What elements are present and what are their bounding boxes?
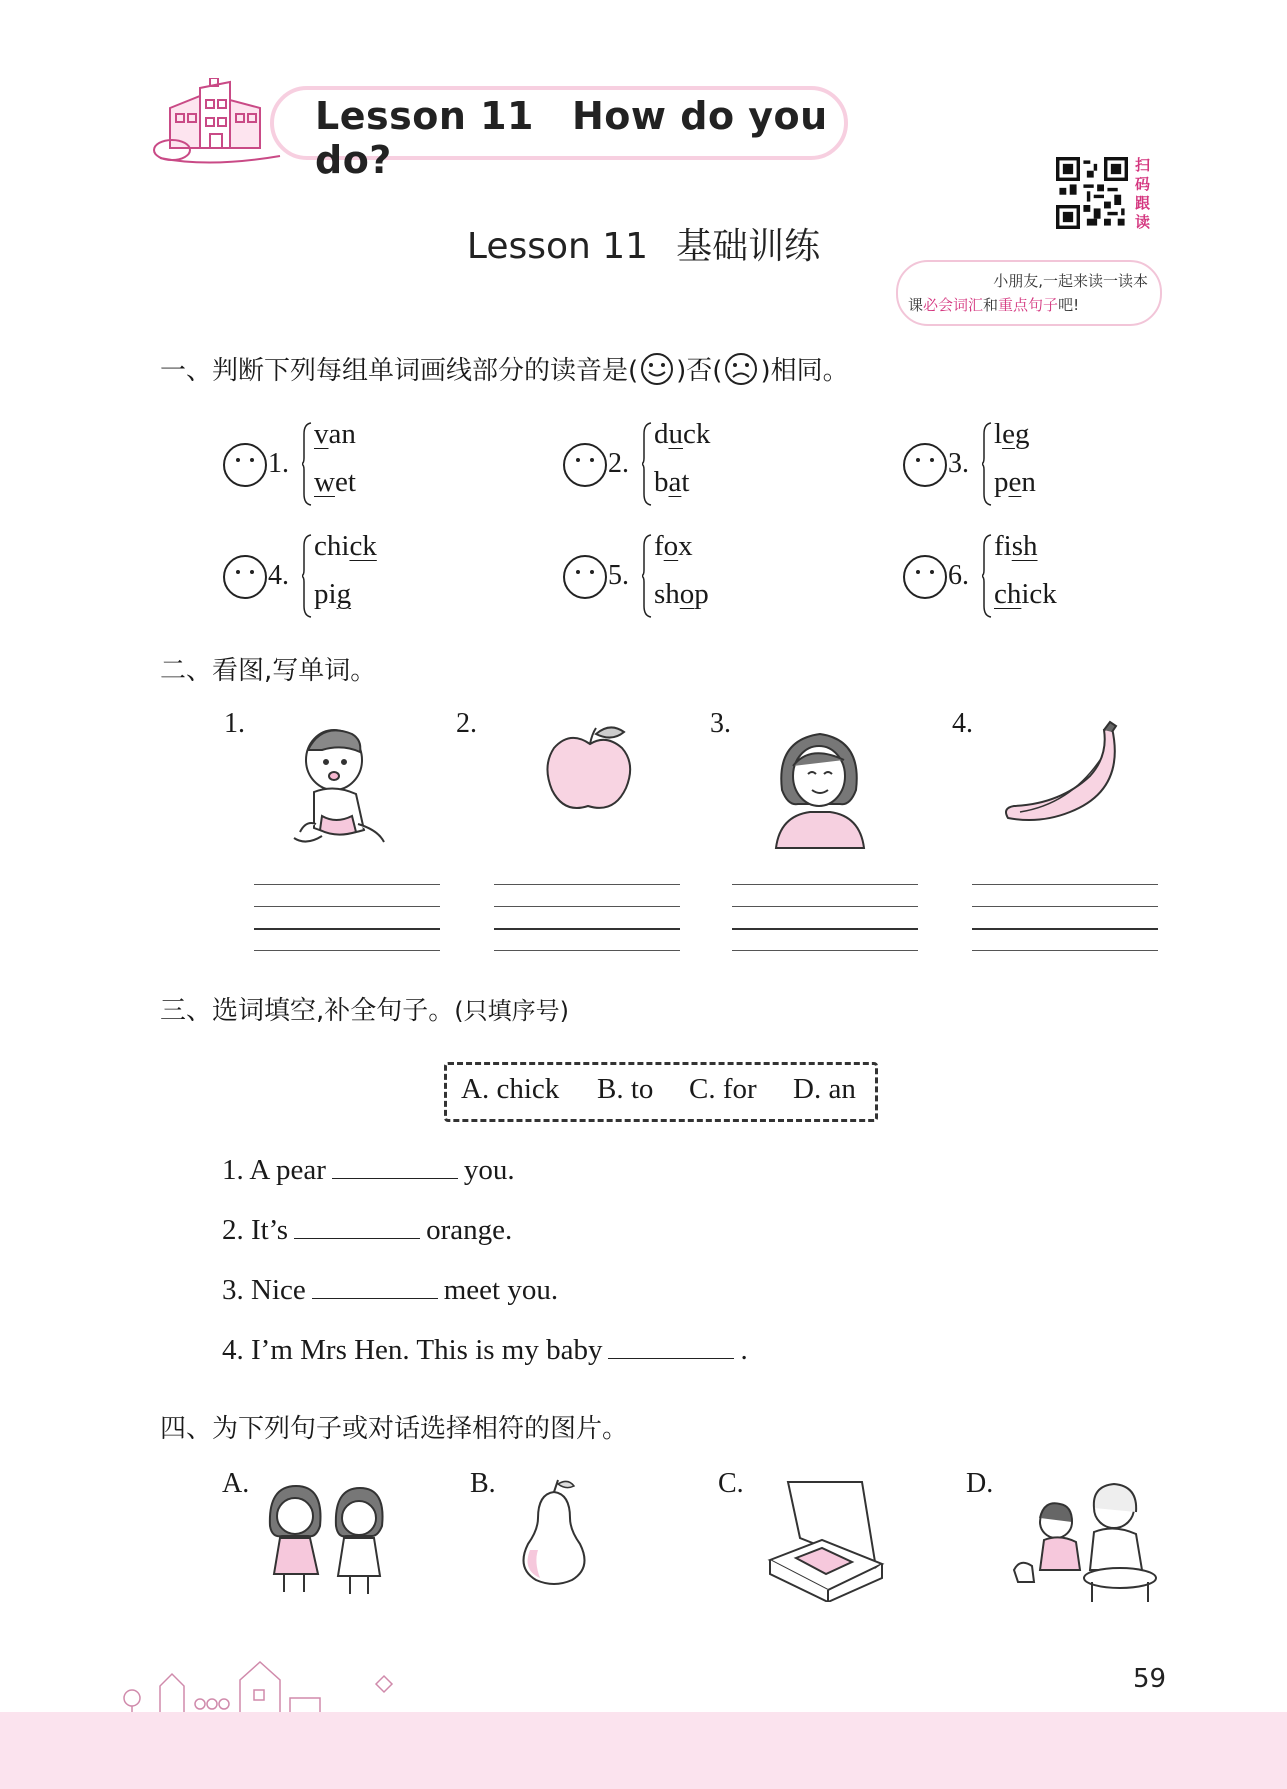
word-underlined-part: o: [679, 578, 695, 610]
fill-sentence: [222, 1334, 748, 1367]
qr-label-char: 码: [1135, 175, 1151, 193]
phonics-item: [222, 420, 462, 512]
brace-icon: [302, 534, 312, 618]
brace-icon: [642, 422, 652, 506]
option-item: D. an: [793, 1073, 856, 1105]
word-options-box: [444, 1062, 878, 1122]
word-underlined-part: v: [314, 418, 329, 450]
word-part: pi: [314, 578, 337, 610]
word-bottom: [994, 466, 1036, 499]
word-part: p: [694, 578, 709, 610]
word-underlined-part: ck: [349, 530, 377, 562]
sentence-text: 4. I’m Mrs Hen. This is my baby: [222, 1334, 603, 1366]
answer-face-icon[interactable]: [902, 442, 948, 488]
school-building-icon: [150, 78, 290, 168]
word-underlined-part: o: [663, 530, 679, 562]
heading-text: )相同。: [760, 356, 849, 386]
word-part: chi: [314, 530, 350, 562]
lesson-title: How do you do?: [315, 94, 828, 182]
sentence-text: meet you.: [443, 1274, 559, 1306]
item-number: 3.: [948, 448, 969, 479]
part4-heading: 四、为下列句子或对话选择相符的图片。: [160, 1414, 629, 1444]
word-part: an: [328, 418, 356, 450]
writing-lines[interactable]: [732, 884, 918, 956]
word-part: d: [654, 418, 669, 450]
word-part: n: [1021, 466, 1036, 498]
word-top: [654, 418, 710, 451]
smile-face-icon: [638, 352, 676, 386]
fill-sentence: [222, 1154, 515, 1187]
bubble-highlight: 重点句子: [998, 296, 1059, 314]
two-girls-icon: [262, 1478, 392, 1604]
picture-label: D.: [966, 1468, 994, 1499]
banana-icon: [1000, 720, 1126, 830]
sentence-text: .: [740, 1334, 748, 1366]
answer-face-icon[interactable]: [902, 554, 948, 600]
page-number: 59: [1133, 1664, 1167, 1694]
heading-text: )否(: [676, 356, 723, 386]
word-top: [314, 530, 377, 563]
answer-blank[interactable]: [332, 1156, 458, 1179]
word-part: b: [654, 466, 669, 498]
picture-label: B.: [470, 1468, 496, 1499]
bubble-line-1: 小朋友,一起来读一读本: [993, 272, 1148, 290]
lesson-label: Lesson 11: [315, 94, 534, 138]
word-part: ick: [1021, 578, 1057, 610]
brace-icon: [642, 534, 652, 618]
qr-label-char: 读: [1135, 213, 1151, 231]
option-item: A. chick: [461, 1073, 560, 1105]
bubble-highlight: 必会词汇: [923, 296, 984, 314]
word-bottom: [654, 466, 689, 499]
part1-heading: [160, 350, 849, 387]
item-number: 2.: [608, 448, 629, 479]
word-top: [654, 530, 693, 563]
word-part: x: [678, 530, 693, 562]
word-top: [994, 530, 1038, 563]
option-item: C. for: [689, 1073, 757, 1105]
phonics-item: [222, 532, 462, 624]
phonics-item: [562, 420, 802, 512]
word-underlined-part: u: [668, 418, 683, 450]
word-part: sh: [654, 578, 680, 610]
answer-blank[interactable]: [608, 1336, 734, 1359]
title-banner: [150, 78, 850, 182]
word-part: f: [654, 530, 664, 562]
answer-face-icon[interactable]: [222, 554, 268, 600]
picture-number: 4.: [952, 708, 973, 739]
sentence-text: you.: [463, 1154, 515, 1186]
sentence-text: orange.: [426, 1214, 513, 1246]
qr-scan-label: [1135, 156, 1155, 232]
speech-bubble: [896, 260, 1162, 326]
fill-sentence: [222, 1214, 512, 1247]
answer-blank[interactable]: [312, 1276, 438, 1299]
heading-text: 三、选词填空,补全句子。: [160, 996, 455, 1026]
picture-label: C.: [718, 1468, 744, 1499]
writing-lines[interactable]: [494, 884, 680, 956]
sentence-text: 2. It’s: [222, 1214, 289, 1246]
word-bottom: [314, 578, 351, 611]
word-part: et: [334, 466, 356, 498]
heading-note: (只填序号): [454, 997, 569, 1025]
writing-lines[interactable]: [972, 884, 1158, 956]
word-underlined-part: sh: [1011, 530, 1038, 562]
part3-heading: [160, 990, 569, 1027]
answer-face-icon[interactable]: [562, 442, 608, 488]
bubble-line-2: [908, 294, 1079, 315]
word-underlined-part: a: [668, 466, 682, 498]
word-top: [314, 418, 356, 451]
word-bottom: [994, 578, 1057, 611]
sub-title-label: 基础训练: [676, 226, 821, 267]
qr-code-icon[interactable]: [1056, 157, 1128, 229]
family-table-icon: [1010, 1478, 1160, 1606]
heading-text: 一、判断下列每组单词画线部分的读音是(: [160, 356, 639, 386]
word-part: ck: [683, 418, 711, 450]
word-bottom: [654, 578, 709, 611]
word-underlined-part: ch: [994, 578, 1022, 610]
option-item: B. to: [597, 1073, 654, 1105]
item-number: 4.: [268, 560, 289, 591]
bubble-text: 和: [983, 296, 999, 314]
writing-lines[interactable]: [254, 884, 440, 956]
word-underlined-part: w: [314, 466, 335, 498]
word-part: l: [994, 418, 1003, 450]
phonics-item: [562, 532, 802, 624]
apple-icon: [540, 720, 640, 820]
brace-icon: [982, 422, 992, 506]
word-underlined-part: e: [1002, 418, 1015, 450]
fill-sentence: [222, 1274, 558, 1307]
gift-box-icon: [766, 1478, 886, 1602]
qr-label-char: 扫: [1135, 156, 1151, 174]
word-underlined-part: g: [336, 578, 352, 610]
girl-icon: [770, 720, 870, 850]
sub-lesson-label: Lesson 11: [466, 226, 649, 267]
phonics-item: [902, 532, 1142, 624]
word-part: g: [1014, 418, 1030, 450]
item-number: 5.: [608, 560, 629, 591]
sentence-text: 1. A pear: [222, 1154, 326, 1186]
word-bottom: [314, 466, 356, 499]
sentence-text: 3. Nice: [222, 1274, 306, 1306]
picture-number: 3.: [710, 708, 731, 739]
answer-face-icon[interactable]: [562, 554, 608, 600]
item-number: 6.: [948, 560, 969, 591]
brace-icon: [982, 534, 992, 618]
footer-band: [0, 1712, 1287, 1789]
sad-face-icon: [722, 352, 760, 386]
word-part: p: [994, 466, 1009, 498]
answer-blank[interactable]: [294, 1216, 420, 1239]
part2-heading: 二、看图,写单词。: [160, 656, 377, 686]
picture-number: 2.: [456, 708, 477, 739]
qr-label-char: 跟: [1135, 194, 1151, 212]
town-decoration-icon: [120, 1650, 420, 1712]
answer-face-icon[interactable]: [222, 442, 268, 488]
picture-label: A.: [222, 1468, 250, 1499]
item-number: 1.: [268, 448, 289, 479]
bubble-text: 课: [908, 296, 924, 314]
word-part: t: [681, 466, 690, 498]
baby-icon: [292, 720, 392, 852]
bubble-text: 吧!: [1058, 296, 1080, 314]
word-part: fi: [994, 530, 1012, 562]
word-underlined-part: e: [1008, 466, 1022, 498]
word-top: [994, 418, 1029, 451]
brace-icon: [302, 422, 312, 506]
phonics-item: [902, 420, 1142, 512]
page-title: [315, 94, 850, 182]
picture-number: 1.: [224, 708, 245, 739]
pear-icon: [514, 1478, 594, 1588]
